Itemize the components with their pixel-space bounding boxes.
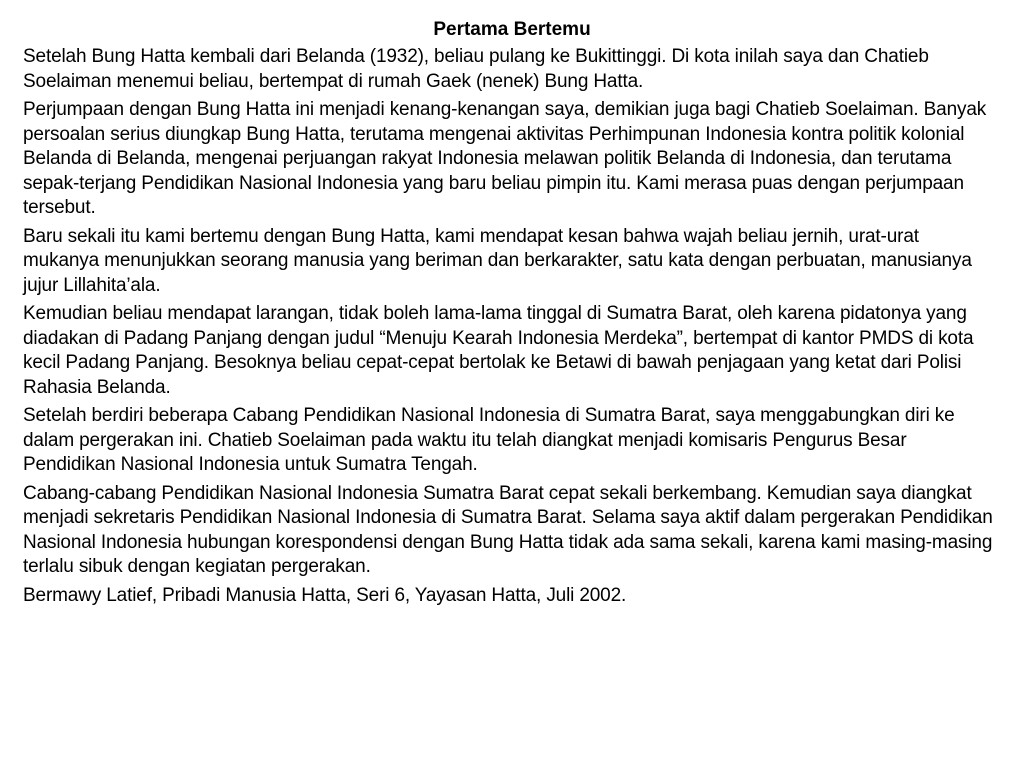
slide-title: Pertama Bertemu (433, 19, 591, 40)
slide-body (23, 45, 998, 612)
source-citation: Bermawy Latief, Pribadi Manusia Hatta, Seri 6, Yayasan Hatta, Juli 2002. (23, 584, 627, 606)
paragraph-1: Setelah Bung Hatta kembali dari Belanda (1932), beliau pulang ke Bukittinggi. Di kota inilah saya dan Chatieb Soelaiman menemui beliau, bertempat di rumah Gaek (nenek) Bung Hatta. (23, 46, 929, 92)
paragraph-5: Setelah berdiri beberapa Cabang Pendidikan Nasional Indonesia di Sumatra Barat, saya menggabungkan diri ke dalam pergerakan ini. Chatieb Soelaiman pada waktu itu telah diangkat menjadi komisaris Pengurus Besar Pendidikan Nasional Indonesia untuk Sumatra Tengah. (23, 405, 955, 475)
paragraph-6: Cabang-cabang Pendidikan Nasional Indonesia Sumatra Barat cepat sekali berkembang. Kemudian saya diangkat menjadi sekretaris Pendidikan Nasional Indonesia di Sumatra Barat. Selama saya aktif dalam pergerakan Pendidikan Nasional Indonesia hubungan korespondensi dengan Bung Hatta tidak ada sama sekali, karena kami masing-masing terlalu sibuk dengan kegiatan pergerakan. (23, 482, 993, 577)
paragraph-2: Perjumpaan dengan Bung Hatta ini menjadi kenang-kenangan saya, demikian juga bagi Chatieb Soelaiman. Banyak persoalan serius diungkap Bung Hatta, terutama mengenai aktivitas Perhimpunan Indonesia kontra politik kolonial Belanda di Belanda, mengenai perjuangan rakyat Indonesia melawan politik Belanda di Indonesia, dan terutama sepak-terjang Pendidikan Nasional Indonesia yang baru beliau pimpin itu. Kami merasa puas dengan perjumpaan tersebut. (23, 99, 987, 218)
paragraph-4: Kemudian beliau mendapat larangan, tidak boleh lama-lama tinggal di Sumatra Barat, oleh karena pidatonya yang diadakan di Padang Panjang dengan judul “Menuju Kearah Indonesia Merdeka”, bertempat di kantor PMDS di kota kecil Padang Panjang. Besoknya beliau cepat-cepat bertolak ke Betawi di bawah penjagaan yang ketat dari Polisi Rahasia Belanda. (23, 303, 974, 398)
paragraph-3: Baru sekali itu kami bertemu dengan Bung Hatta, kami mendapat kesan bahwa wajah beliau jernih, urat-urat mukanya menunjukkan seorang manusia yang beriman dan berkarakter, satu kata dengan perbuatan, manusianya jujur Lillahita’ala. (23, 225, 972, 296)
